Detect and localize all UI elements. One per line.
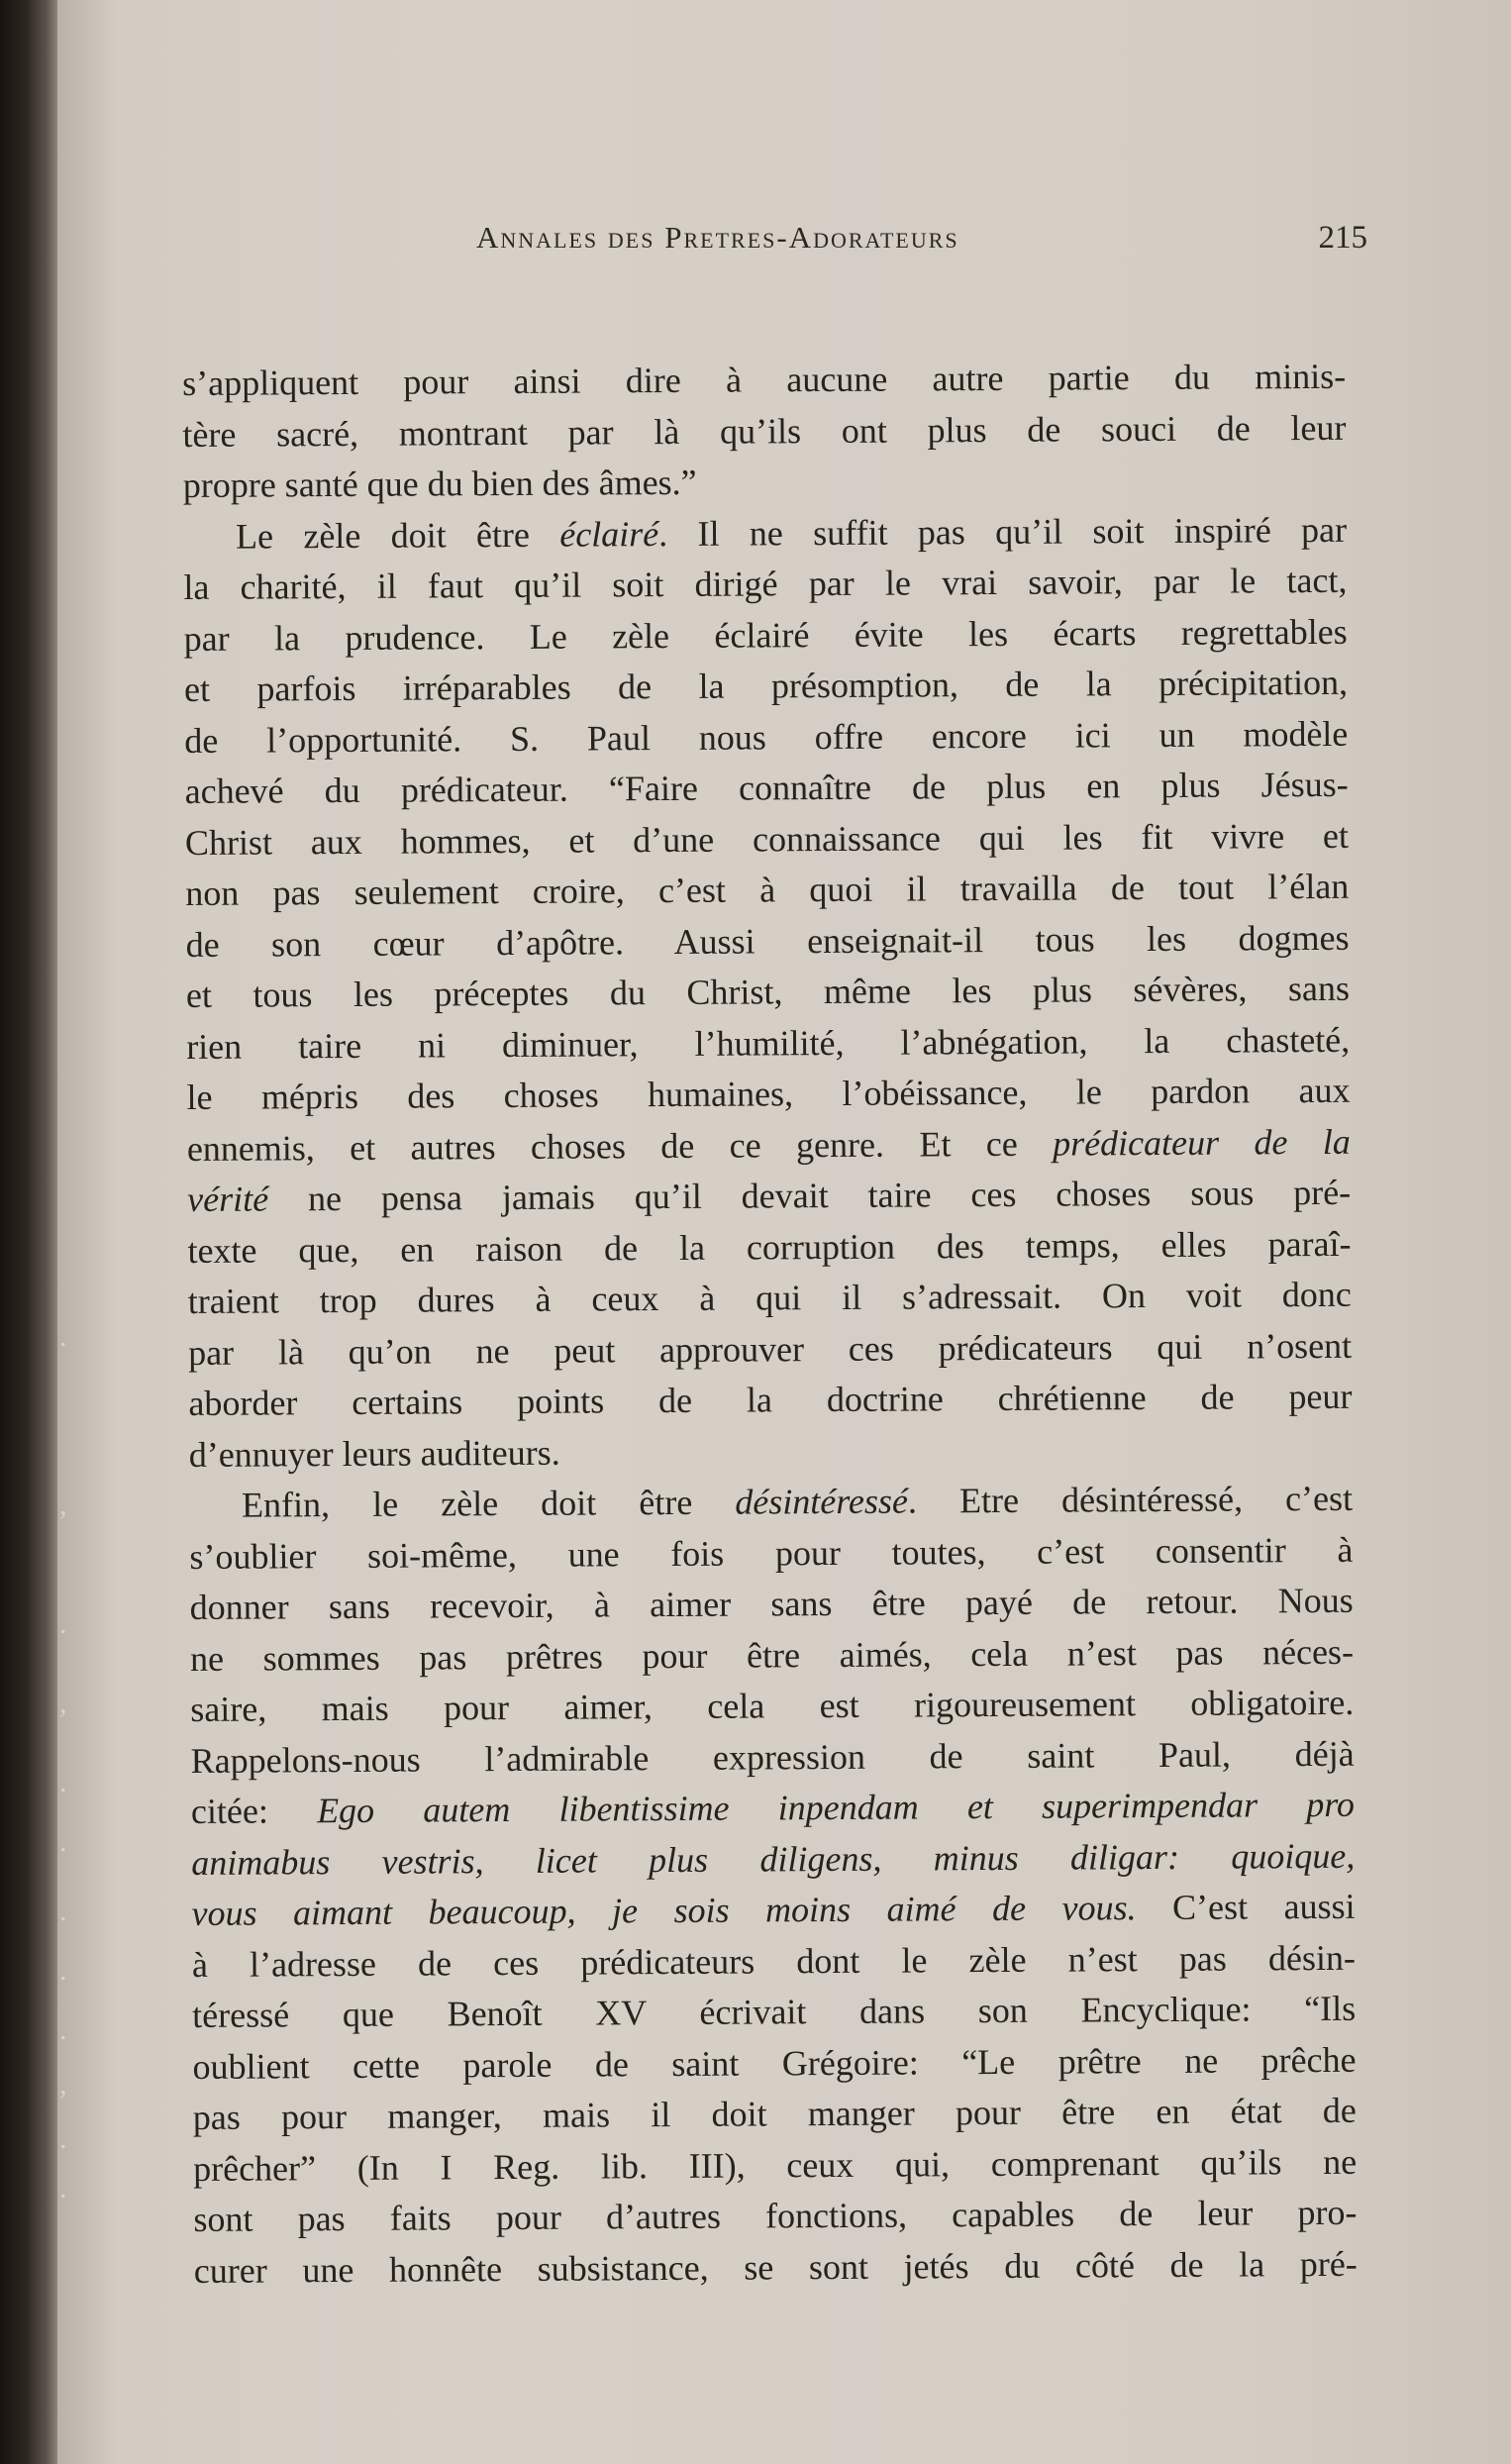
- text-line: vous aimant beaucoup, je sois moins aimé de vous. C’est aussi: [191, 1886, 1356, 1933]
- text-line: prêcher” (In I Reg. lib. III), ceux qui, comprenant qu’ils ne: [193, 2141, 1358, 2189]
- text-line: téressé que Benoît XV écrivait dans son Encyclique: “Ils: [192, 1988, 1357, 2035]
- running-head: [476, 220, 1367, 269]
- text-line: Christ aux hommes, et d’une connaissance qui les fit vivre et: [184, 815, 1350, 863]
- text-line: oublient cette parole de saint Grégoire: “Le prêtre ne prêche: [192, 2039, 1357, 2087]
- italic-phrase: désintéressé: [735, 1481, 909, 1522]
- text-line: le mépris des choses humaines, l’obéissance, le pardon aux: [186, 1070, 1351, 1117]
- text-line: et tous les préceptes du Christ, même les plus sévères, sans: [185, 968, 1351, 1015]
- italic-phrase: prédicateur de la: [1052, 1121, 1351, 1164]
- text-line: non pas seulement croire, c’est à quoi il travailla de tout l’élan: [185, 866, 1350, 913]
- text-line: la charité, il faut qu’il soit dirigé par le vrai savoir, par le tact,: [183, 560, 1348, 607]
- text-line: vérité ne pensa jamais qu’il devait taire ces choses sous pré-: [187, 1172, 1352, 1219]
- text-line: s’oublier soi-même, une fois pour toutes, c’est consentir à: [189, 1529, 1354, 1577]
- text-line: Rappelons-nous l’admirable expression de saint Paul, déjà: [190, 1733, 1355, 1781]
- italic-phrase: Ego autem libentissime inpendam et superimpendar pro: [316, 1784, 1356, 1831]
- italic-phrase: animabus vestris, licet plus diligens, minus diligar: quoique,: [191, 1835, 1356, 1883]
- text-line: propre santé que du bien des âmes.”: [182, 462, 697, 505]
- page-number: 215: [1318, 220, 1367, 256]
- text-line: donner sans recevoir, à aimer sans être payé de retour. Nous: [189, 1580, 1354, 1627]
- italic-phrase: vérité: [187, 1179, 269, 1219]
- text-line: s’appliquent pour ainsi dire à aucune autre partie du minis-: [182, 356, 1347, 403]
- book-gutter: [0, 0, 57, 2464]
- italic-phrase: vous aimant beaucoup, je sois moins aimé de vous.: [191, 1888, 1137, 1933]
- text-line: par là qu’on ne peut approuver ces prédicateurs qui n’osent: [188, 1325, 1353, 1373]
- running-head-title: Annales des Pretres-Adorateurs: [476, 220, 959, 255]
- text-line: curer une honnête subsistance, se sont jetés du côté de la pré-: [193, 2243, 1358, 2291]
- text-line: aborder certains points de la doctrine chrétienne de peur: [188, 1376, 1353, 1423]
- text-line: pas pour manger, mais il doit manger pour être en état de: [192, 2090, 1357, 2137]
- text-line: tère sacré, montrant par là qu’ils ont plus de souci de leur: [182, 407, 1347, 455]
- text-line: Enfin, le zèle doit être désintéressé. Etre désintéressé, c’est: [241, 1478, 1354, 1525]
- text-line: [191, 1830, 1355, 1889]
- body-text: [182, 352, 1358, 2297]
- text-line: de son cœur d’apôtre. Aussi enseignait-il tous les dogmes: [185, 917, 1350, 965]
- text-line: achevé du prédicateur. “Faire connaître de plus en plus Jésus-: [184, 764, 1349, 811]
- book-page: [57, 0, 1511, 2464]
- text-line: ennemis, et autres choses de ce genre. Et ce prédicateur de la: [186, 1121, 1351, 1169]
- facing-page-edge: . , . , . . . . . , . .: [59, 1320, 67, 2205]
- text-line: d’ennuyer leurs auditeurs.: [188, 1432, 560, 1475]
- text-line: par la prudence. Le zèle éclairé évite les écarts regrettables: [183, 611, 1348, 659]
- text-line: traient trop dures à ceux à qui il s’adressait. On voit donc: [187, 1274, 1352, 1321]
- text-line: rien taire ni diminuer, l’humilité, l’abnégation, la chasteté,: [186, 1019, 1351, 1067]
- italic-phrase: éclairé: [559, 513, 659, 555]
- text-line: saire, mais pour aimer, cela est rigoureusement obligatoire.: [190, 1682, 1355, 1729]
- text-line: de l’opportunité. S. Paul nous offre encore ici un modèle: [184, 713, 1349, 761]
- text-line: Le zèle doit être éclairé. Il ne suffit pas qu’il soit inspiré par: [235, 509, 1348, 557]
- text-line: texte que, en raison de la corruption des temps, elles paraî-: [187, 1223, 1352, 1271]
- text-line: à l’adresse de ces prédicateurs dont le zèle n’est pas désin-: [191, 1937, 1357, 1985]
- text-line: citée: Ego autem libentissime inpendam et superimpendar pro: [190, 1784, 1356, 1831]
- text-line: ne sommes pas prêtres pour être aimés, cela n’est pas néces-: [189, 1631, 1355, 1679]
- text-line: sont pas faits pour d’autres fonctions, capables de leur pro-: [193, 2192, 1358, 2239]
- text-line: et parfois irréparables de la présomption, de la précipitation,: [183, 662, 1349, 709]
